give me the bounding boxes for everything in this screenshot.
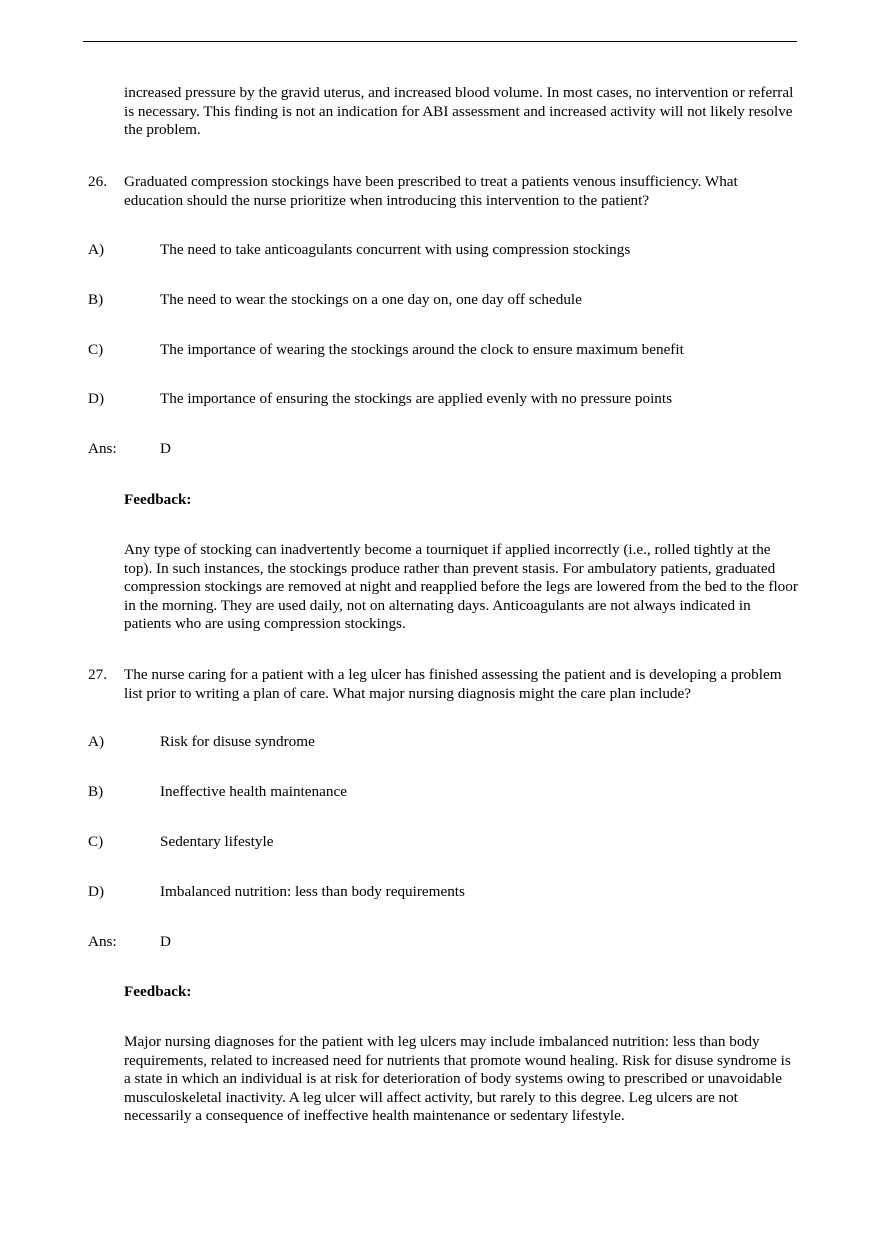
answer-label: Ans: — [88, 933, 117, 950]
answer-value: D — [160, 933, 171, 950]
feedback-label: Feedback: — [124, 983, 192, 1000]
option-text: The need to wear the stockings on a one day on, one day off schedule — [160, 291, 582, 308]
question-number: 26. — [88, 173, 107, 190]
option-letter: C) — [88, 341, 104, 358]
option-letter: D) — [88, 390, 105, 407]
option-letter: D) — [88, 883, 105, 900]
option-text: The importance of ensuring the stockings are applied evenly with no pressure points — [160, 390, 673, 407]
intro-paragraph: increased pressure by the gravid uterus, and increased blood volume. In most cases, no intervention or referral is necessary. This finding is not an indication for ABI assessment and increased activity will not likely resolve the problem. — [124, 84, 794, 139]
question-stem: Graduated compression stockings have been prescribed to treat a patients venous insufficiency. What education should the nurse prioritize when introducing this intervention to the patient? — [124, 173, 738, 209]
feedback-text: Major nursing diagnoses for the patient with leg ulcers may include imbalanced nutrition: less than body requirements, related to increased need for nutrients that promote wound healing. Risk for disuse syndrome is a state in which an individual is at risk for deterioration of body systems owing to prescribed or unavoidable musculoskeletal inactivity. A leg ulcer will affect activity, but rarely to this degree. Leg ulcers are not necessarily a consequence of ineffective health maintenance or sedentary lifestyle. — [124, 1033, 791, 1125]
option-letter: C) — [88, 833, 104, 850]
answer-label: Ans: — [88, 440, 117, 457]
feedback-text: Any type of stocking can inadvertently become a tourniquet if applied incorrectly (i.e., rolled tightly at the top). In such instances, the stockings produce rather than prevent stasis. For ambulatory patients, graduated compression stockings are removed at night and reapplied before the legs are lowered from the bed to the floor in the morning. They are used daily, not on alternating days. Anticoagulants are not always indicated in patients who are using compression stockings. — [124, 541, 798, 633]
question-number: 27. — [88, 666, 107, 683]
header-rule — [83, 41, 797, 42]
option-text: Sedentary lifestyle — [160, 833, 274, 850]
option-letter: A) — [88, 733, 105, 750]
option-text: The need to take anticoagulants concurrent with using compression stockings — [160, 241, 631, 258]
option-letter: A) — [88, 241, 105, 258]
question-stem: The nurse caring for a patient with a leg ulcer has finished assessing the patient and is developing a problem list prior to writing a plan of care. What major nursing diagnosis might the care plan include? — [124, 666, 782, 702]
option-text: The importance of wearing the stockings around the clock to ensure maximum benefit — [160, 341, 684, 358]
option-text: Ineffective health maintenance — [160, 783, 347, 800]
option-text: Risk for disuse syndrome — [160, 733, 315, 750]
option-text: Imbalanced nutrition: less than body requirements — [160, 883, 465, 900]
option-letter: B) — [88, 291, 104, 308]
answer-value: D — [160, 440, 171, 457]
option-letter: B) — [88, 783, 104, 800]
feedback-label: Feedback: — [124, 491, 192, 508]
